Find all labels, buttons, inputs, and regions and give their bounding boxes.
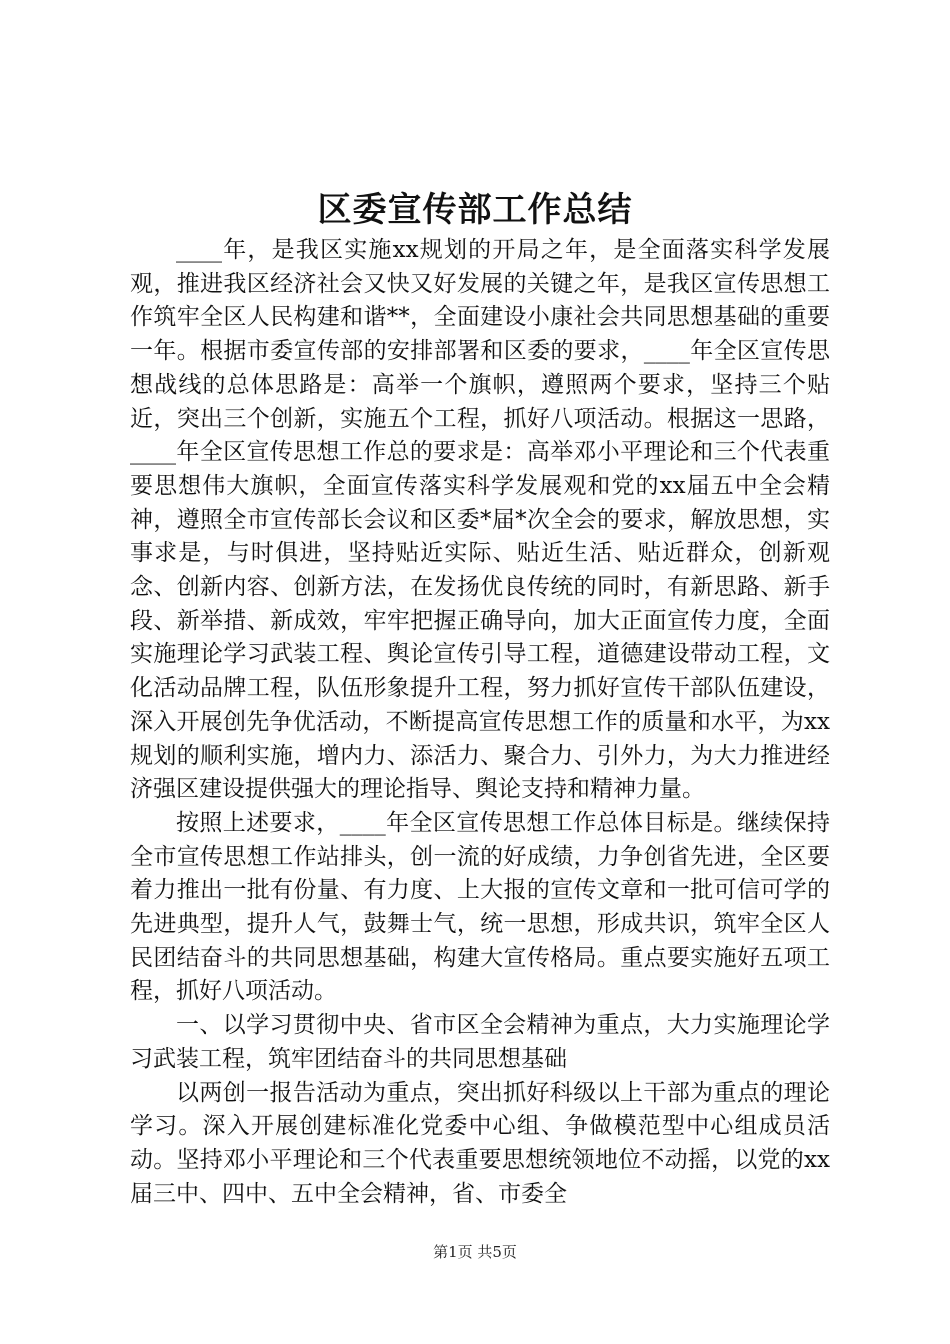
document-title: 区委宣传部工作总结 <box>317 190 633 230</box>
document-body <box>130 234 830 1211</box>
paragraph-3: 一、以学习贯彻中央、省市区全会精神为重点，大力实施理论学习武装工程，筑牢团结奋斗的共同思想基础 <box>130 1012 830 1072</box>
page-number-footer: 第1页 共5页 <box>433 1243 517 1261</box>
paragraph-2: 按照上述要求，____年全区宣传思想工作总体目标是。继续保持全市宣传思想工作站排头，创一流的好成绩，力争创省先进，全区要着力推出一批有份量、有力度、上大报的宣传文章和一批可信可学的先进典型，提升人气，鼓舞士气，统一思想，形成共识，筑牢全区人民团结奋斗的共同思想基础，构建大宣传格局。重点要实施好五项工程，抓好八项活动。 <box>130 809 830 1005</box>
paragraph-4: 以两创一报告活动为重点，突出抓好科级以上干部为重点的理论学习。深入开展创建标准化党委中心组、争做模范型中心组成员活动。坚持邓小平理论和三个代表重要思想统领地位不动摇，以党的xx届三中、四中、五中全会精神，省、市委全 <box>130 1079 830 1207</box>
paragraph-1: ____年，是我区实施xx规划的开局之年，是全面落实科学发展观，推进我区经济社会又快又好发展的关键之年，是我区宣传思想工作筑牢全区人民构建和谐**，全面建设小康社会共同思想基础的重要一年。根据市委宣传部的安排部署和区委的要求，____年全区宣传思想战线的总体思路是：高举一个旗帜，遵照两个要求，坚持三个贴近，突出三个创新，实施五个工程，抓好八项活动。根据这一思路，____年全区宣传思想工作总的要求是：高举邓小平理论和三个代表重要思想伟大旗帜，全面宣传落实科学发展观和党的xx届五中全会精神，遵照全市宣传部长会议和区委*届*次全会的要求，解放思想，实事求是，与时俱进，坚持贴近实际、贴近生活、贴近群众，创新观念、创新内容、创新方法，在发扬优良传统的同时，有新思路、新手段、新举措、新成效，牢牢把握正确导向，加大正面宣传力度，全面实施理论学习武装工程、舆论宣传引导工程，道德建设带动工程，文化活动品牌工程，队伍形象提升工程，努力抓好宣传干部队伍建设，深入开展创先争优活动，不断提高宣传思想工作的质量和水平，为xx规划的顺利实施，增内力、添活力、聚合力、引外力，为大力推进经济强区建设提供强大的理论指导、舆论支持和精神力量。 <box>130 237 830 803</box>
